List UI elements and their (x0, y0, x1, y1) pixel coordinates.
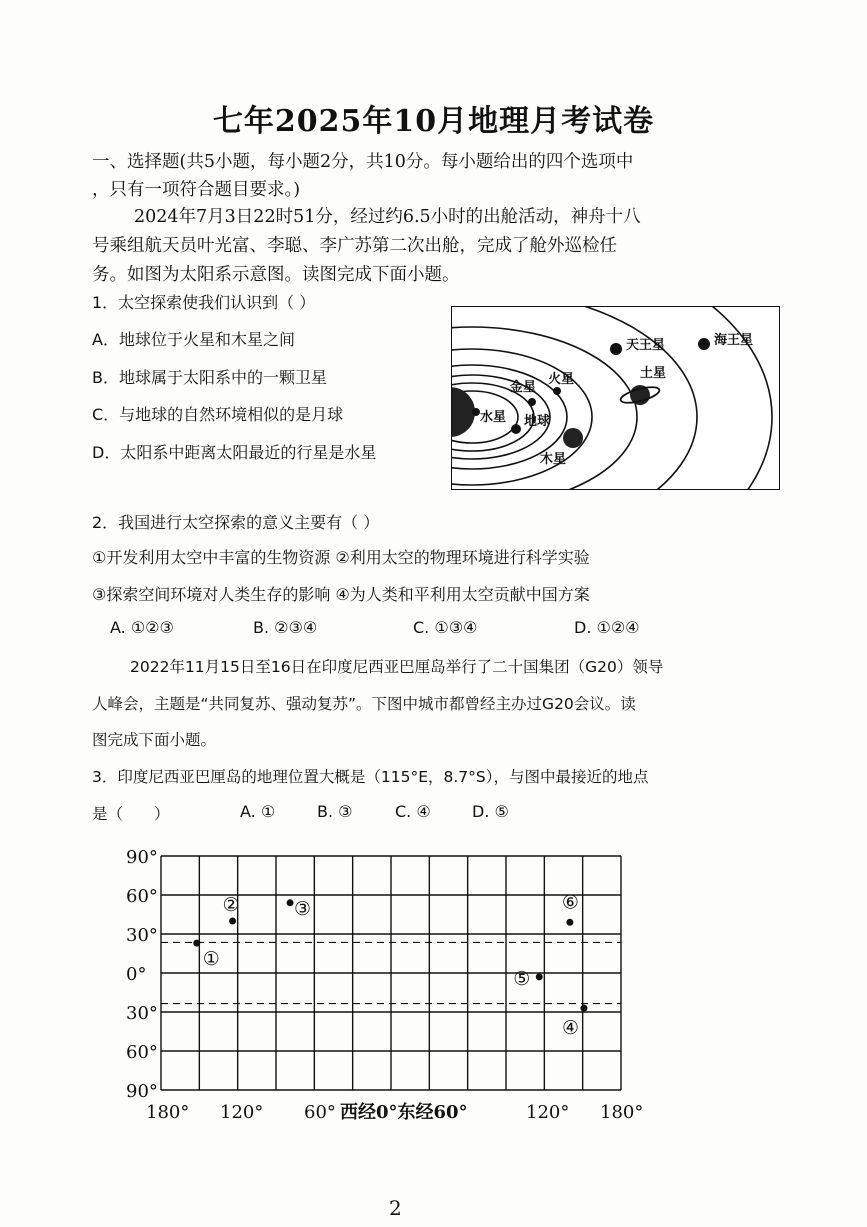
city-point-label: ② (222, 894, 240, 916)
lat-label: 90° (126, 847, 158, 868)
lat-label: 60° (126, 1042, 158, 1063)
question-3-option-d[interactable]: D. ⑤ (472, 802, 509, 821)
city-point (580, 1005, 587, 1012)
question-2-option-c[interactable]: C. ①③④ (413, 618, 478, 637)
label-venus: 金星 (510, 380, 537, 395)
lon-label: 180° (146, 1102, 190, 1123)
passage2-line: 2022年11月15日至16日在印度尼西亚巴厘岛举行了二十国集团（G20）领导 (130, 658, 664, 676)
solar-system-diagram (451, 306, 780, 490)
passage1-line: 号乘组航天员叶光富、李聪、李广苏第二次出舱，完成了舱外巡检任 (92, 236, 617, 256)
lon-label: 60° (304, 1102, 336, 1123)
label-jupiter: 木星 (540, 452, 567, 467)
orbit-uranus (452, 307, 697, 489)
city-point-label: ③ (294, 897, 312, 920)
question-3-option-b[interactable]: B. ③ (317, 802, 353, 821)
question-2-option-a[interactable]: A. ①②③ (110, 618, 174, 637)
passage1-line: 2024年7月3日22时51分，经过约6.5小时的出舱活动，神舟十八 (134, 207, 641, 227)
question-2-stem: 2．我国进行太空探索的意义主要有（ ） (92, 513, 380, 532)
passage1-line: 务。如图为太阳系示意图。读图完成下面小题。 (92, 265, 460, 285)
city-point-label: ① (202, 948, 220, 971)
question-2-option-b[interactable]: B. ②③④ (253, 618, 318, 637)
city-point (287, 899, 294, 906)
city-point (193, 940, 200, 947)
question-1-option-d[interactable]: D．太阳系中距离太阳最近的行星是水星 (92, 443, 377, 462)
label-uranus: 天王星 (626, 338, 666, 353)
question-3-stem-cont: 是（ ） (92, 805, 170, 823)
lat-label: 60° (126, 886, 158, 907)
question-1-stem: 1．太空探索使我们认识到（ ） (92, 293, 316, 312)
sun (452, 387, 475, 437)
section-heading: 一、选择题(共5小题，每小题2分，共10分。每小题给出的四个选项中 (92, 152, 634, 172)
lat-lon-grid-map (0, 840, 867, 1130)
lat-label: 90° (126, 1081, 158, 1102)
planet-neptune (698, 338, 710, 350)
label-earth: 地球 (524, 414, 551, 429)
planet-mercury (472, 408, 480, 416)
page-number: 2 (389, 1196, 402, 1220)
city-point-label: ⑥ (561, 891, 579, 914)
lon-label: 120° (526, 1102, 570, 1123)
city-point-label: ④ (561, 1017, 579, 1040)
label-saturn: 土星 (640, 366, 667, 381)
planet-jupiter (563, 428, 583, 448)
question-1-option-c[interactable]: C．与地球的自然环境相似的是月球 (92, 405, 344, 424)
lon-label: 180° (600, 1102, 644, 1123)
planet-mars (553, 387, 561, 395)
question-3-option-a[interactable]: A. ① (240, 802, 276, 821)
planet-earth (511, 424, 521, 434)
passage2-line: 人峰会，主题是“共同复苏、强动复苏”。下图中城市都曾经主办过G20会议。读 (92, 695, 636, 713)
planet-venus (528, 398, 536, 406)
question-2-option-d[interactable]: D. ①②④ (574, 618, 640, 637)
lon-label-prime: 西经0°东经60° (340, 1102, 468, 1123)
lat-label: 30° (126, 1003, 158, 1024)
label-neptune: 海王星 (714, 333, 754, 348)
city-point (566, 919, 573, 926)
lat-label: 30° (126, 925, 158, 946)
passage2-line: 图完成下面小题。 (92, 731, 217, 749)
exam-title: 七年2025年10月地理月考试卷 (212, 104, 655, 139)
lat-label: 0° (126, 964, 147, 985)
question-1-option-b[interactable]: B．地球属于太阳系中的一颗卫星 (92, 368, 327, 387)
question-1-option-a[interactable]: A．地球位于火星和木星之间 (92, 330, 295, 349)
question-3-stem: 3．印度尼西亚巴厘岛的地理位置大概是（115°E，8.7°S），与图中最接近的地点 (92, 768, 649, 786)
section-heading-cont: ，只有一项符合题目要求。) (92, 180, 301, 200)
label-mercury: 水星 (480, 410, 507, 425)
question-3-option-c[interactable]: C. ④ (395, 802, 431, 821)
lon-label: 120° (220, 1102, 264, 1123)
question-2-items: ③探索空间环境对人类生存的影响 ④为人类和平利用太空贡献中国方案 (92, 585, 590, 604)
question-2-items: ①开发利用太空中丰富的生物资源 ②利用太空的物理环境进行科学实验 (92, 548, 590, 567)
city-point (536, 973, 543, 980)
city-point-label: ⑤ (513, 967, 531, 990)
planet-uranus (610, 343, 622, 355)
label-mars: 火星 (548, 372, 575, 387)
city-point (229, 918, 236, 925)
